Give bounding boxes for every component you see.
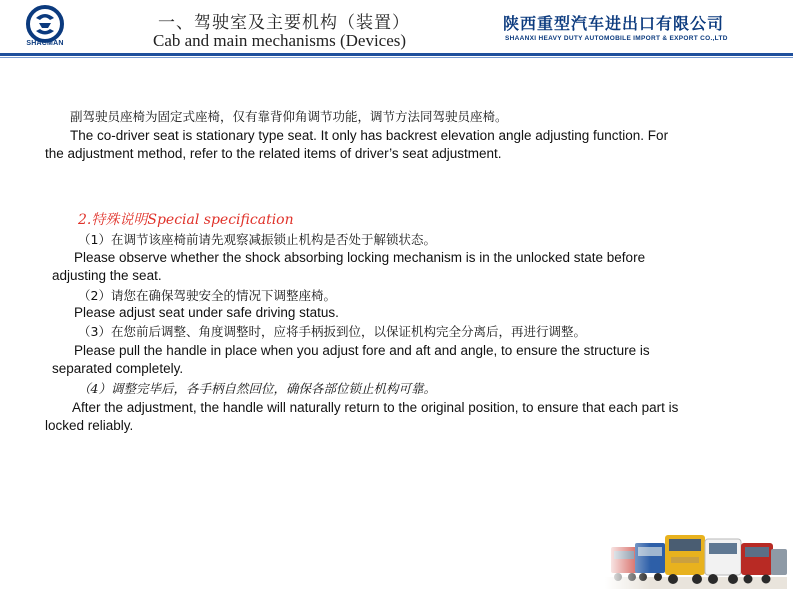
item3-en-line2: separated completely. <box>52 361 184 376</box>
item1-en-line2: adjusting the seat. <box>52 268 162 283</box>
p1-en-line1: The co-driver seat is stationary type seat. It only has backrest elevation angle adjusting function. For <box>70 128 669 143</box>
item4-en-line1: After the adjustment, the handle will naturally return to the original position, to ensure that each part is <box>72 400 679 415</box>
logo-text: SHACMAN <box>26 40 64 47</box>
header-divider-thin <box>0 57 793 58</box>
item3-en-line1: Please pull the handle in place when you adjust fore and aft and angle, to ensure the structure is <box>74 343 650 358</box>
page-title-en: Cab and main mechanisms (Devices) <box>153 31 407 50</box>
item4-cn: （4）调整完毕后，各手柄自然回位，确保各部位锁止机构可靠。 <box>78 381 436 396</box>
item2-en: Please adjust seat under safe driving status. <box>74 305 339 320</box>
p1-cn: 副驾驶员座椅为固定式座椅，仅有靠背仰角调节功能，调节方法同驾驶员座椅。 <box>70 109 508 124</box>
item3-cn: （3）在您前后调整、角度调整时，应将手柄扳到位，以保证机构完全分离后，再进行调整。 <box>78 324 586 339</box>
header-divider <box>0 53 793 56</box>
item2-cn: （2）请您在确保驾驶安全的情况下调整座椅。 <box>78 288 336 303</box>
company-name-en: SHAANXI HEAVY DUTY AUTOMOBILE IMPORT & EXPORT CO.,LTD <box>505 35 728 42</box>
section-title: 2.特殊说明Special specification <box>78 212 294 228</box>
slide-header <box>0 0 793 60</box>
item4-en-line2: locked reliably. <box>45 418 134 433</box>
trucks-lineup-image <box>605 525 787 589</box>
item1-en-line1: Please observe whether the shock absorbing locking mechanism is in the unlocked state before <box>74 250 646 265</box>
p1-en-line2: the adjustment method, refer to the related items of driver’s seat adjustment. <box>45 146 502 161</box>
item1-cn: （1）在调节该座椅前请先观察减振锁止机构是否处于解锁状态。 <box>78 232 436 247</box>
page-title-cn: 一、驾驶室及主要机构（装置） <box>158 13 410 33</box>
company-name-cn: 陕西重型汽车进出口有限公司 <box>503 14 725 33</box>
